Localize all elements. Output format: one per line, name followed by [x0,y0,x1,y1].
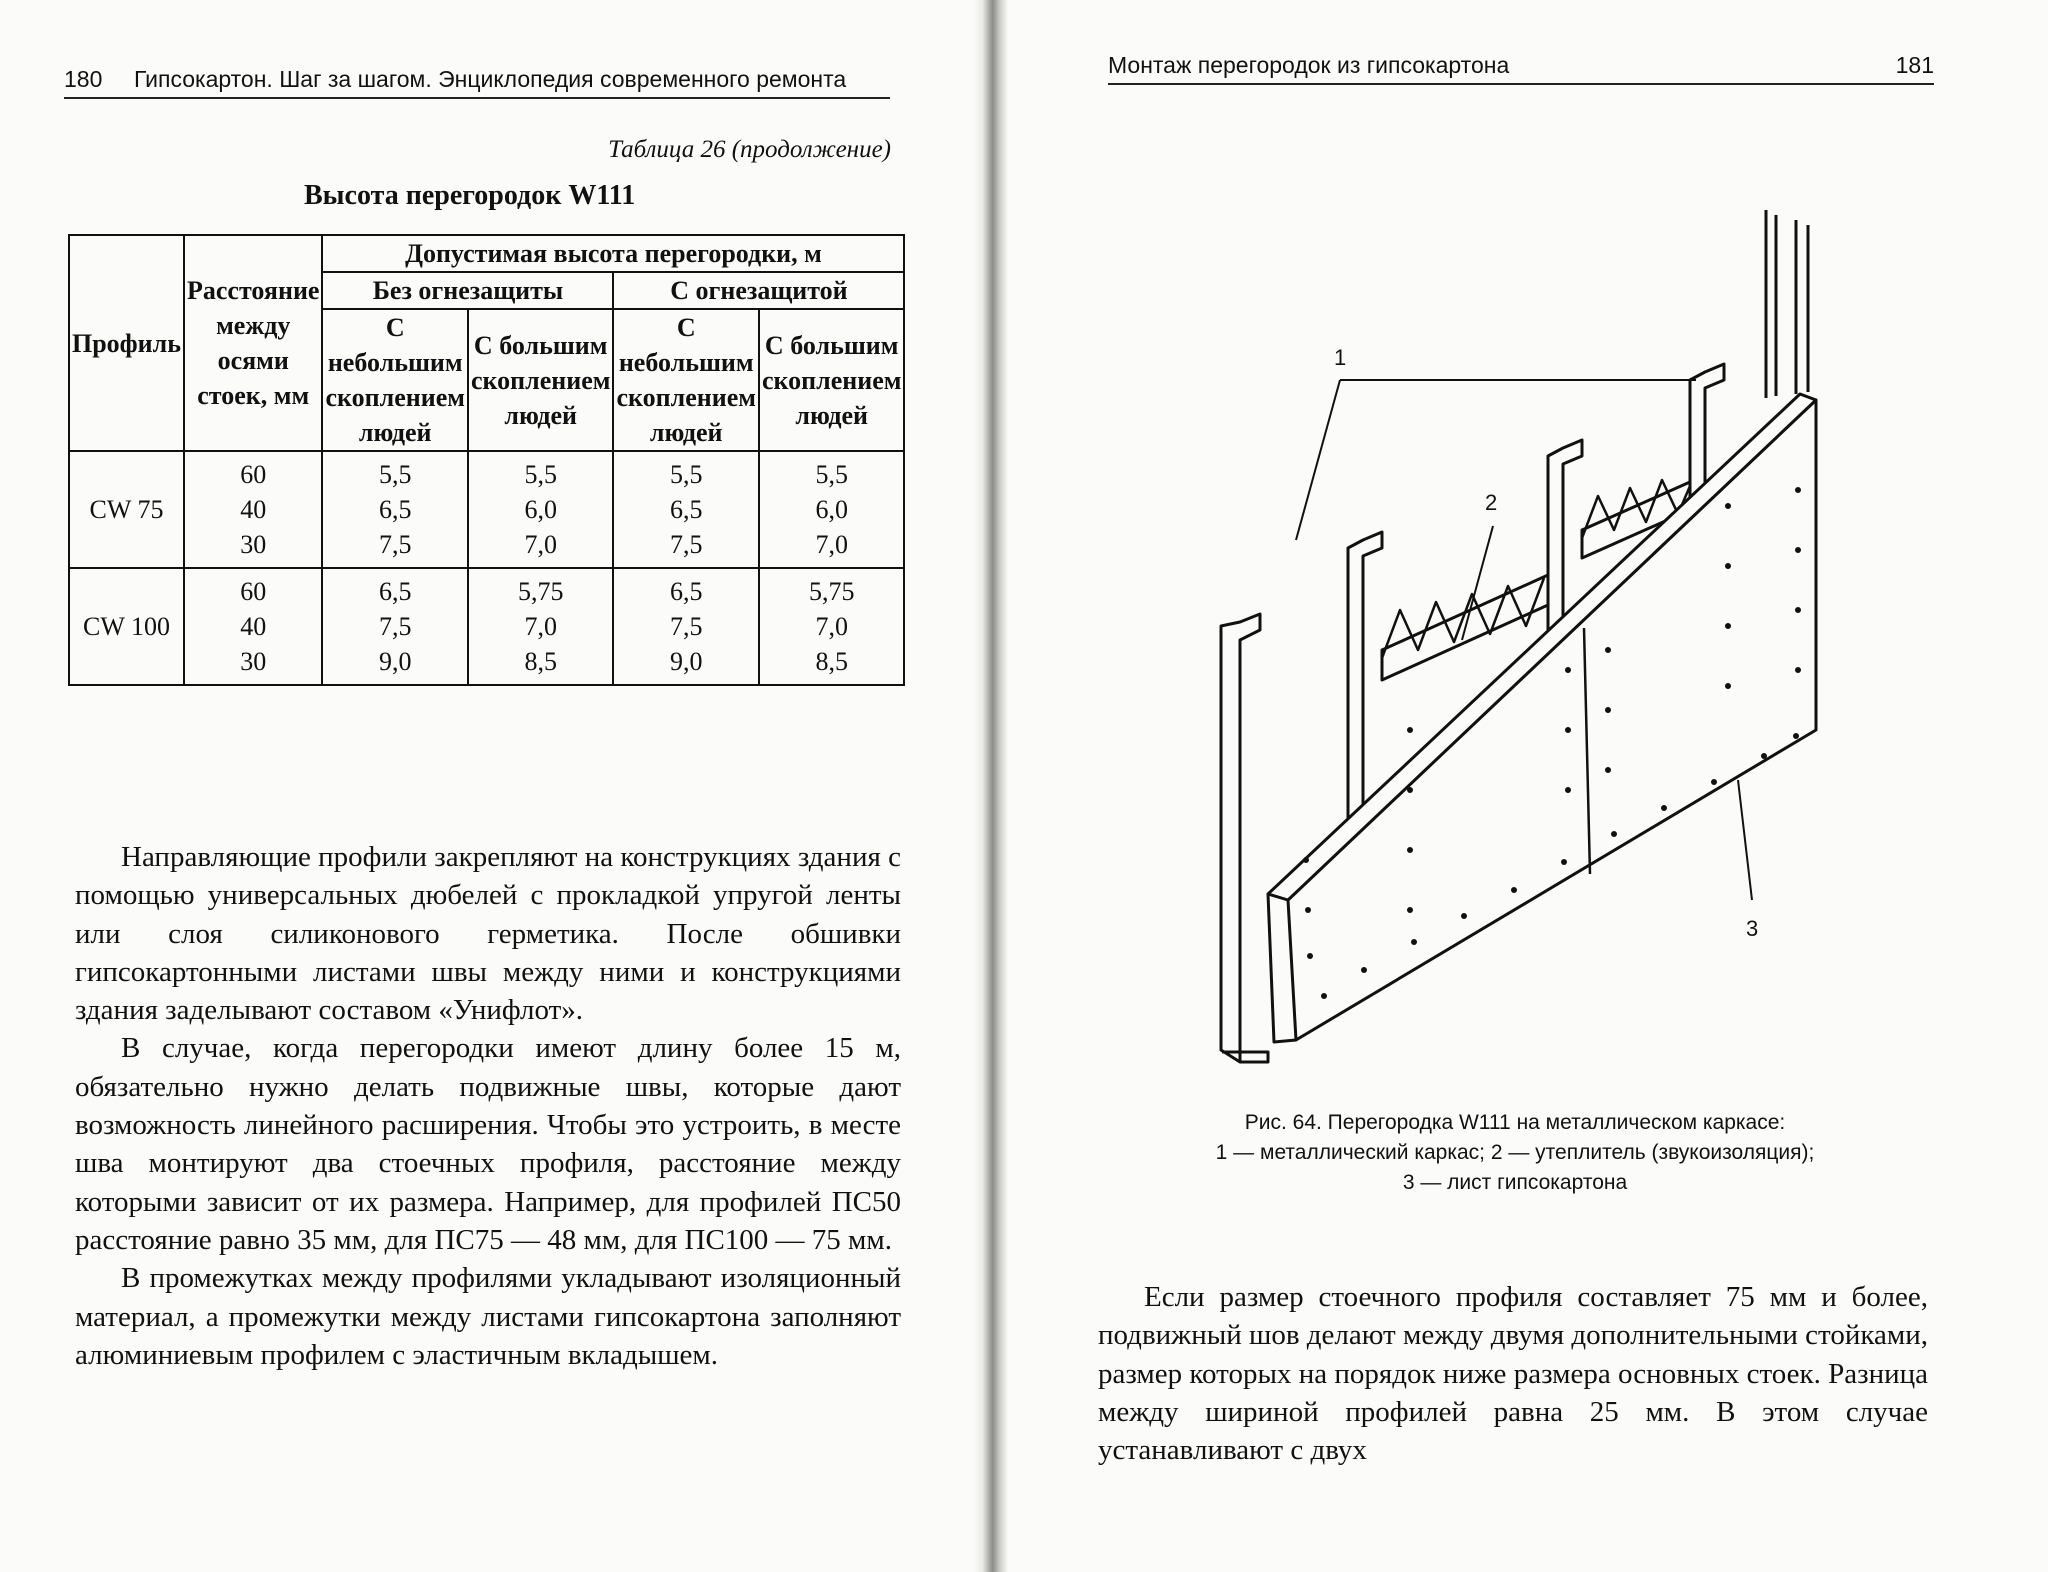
value: 8,5 [815,647,848,676]
no-fire-small-cell [322,568,468,685]
value: 7,5 [378,530,412,559]
caption-line: Рис. 64. Перегородка W111 на металлическом каркасе: [1244,1111,1786,1134]
distance-cell [184,451,322,568]
value: 5,5 [524,460,557,489]
value: 60 [240,460,267,489]
no-fire-large-cell [468,451,614,568]
table-body [69,451,904,685]
header-with-fire: С огнезащитой [613,272,904,309]
header-large-crowd: С большим скоплением людей [759,309,905,451]
table-row [69,568,904,685]
value: 6,0 [524,495,557,524]
header-large-crowd: С большим скоплением людей [468,309,614,451]
header-distance: Расстояние между осями стоек, мм [184,235,322,451]
right-body-text [1098,1278,1928,1469]
fire-large-cell [759,568,905,685]
right-running-header [1108,52,1934,85]
value: 7,5 [378,612,412,641]
header-allowed-height: Допустимая высота перегородки, м [322,235,904,272]
value: 5,75 [808,577,855,606]
value: 30 [240,647,267,676]
paragraph: В промежутках между профилями укладывают изоляционный материал, а промежутки между листами гипсокартона заполняют алюминиевым профилем с эластичным вкладышем. [75,1262,901,1371]
figure-label-1: 1 [1334,345,1347,370]
value: 7,0 [524,612,557,641]
page-number-left: 180 [64,66,103,92]
figure-caption [1100,1108,1930,1198]
fire-small-cell [613,568,759,685]
value: 7,5 [669,612,703,641]
caption-line: 1 — металлический каркас; 2 — утеплитель (звукоизоляция); [1215,1141,1815,1164]
bottom-track [1222,1052,1268,1062]
value: 9,0 [669,647,703,676]
left-running-header [64,66,890,99]
value: 7,5 [669,530,703,559]
heights-table [68,234,905,686]
value: 9,0 [378,647,412,676]
value: 6,5 [378,495,412,524]
left-page [0,0,974,1572]
paragraph: В случае, когда перегородки имеют длину более 15 м, обязательно нужно делать подвижные швы, которые дают возможность линейного расширения. Чтобы это устроить, в месте шва монтируют два стоечных профиля, расстояние между которыми зависит от их размера. Например, для профилей ПС50 расстояние равно 35 мм, для ПС75 — 48 мм, для ПС100 — 75 мм. [75,1032,901,1256]
no-fire-small-cell [322,451,468,568]
leader-line-3 [1738,780,1752,900]
fire-small-cell [613,451,759,568]
profile-cell: CW 100 [69,568,184,685]
header-small-crowd: С небольшим скоплением людей [322,309,468,451]
figure-label-2: 2 [1485,490,1498,515]
paragraph: Направляющие профили закрепляют на конструкциях здания с помощью универсальных дюбелей с прокладкой упругой ленты или слоя силиконового герметика. После обшивки гипсокартонными листами швы между ними и конструкциями здания заделывают составом «Унифлот». [75,841,901,1027]
value: 6,0 [815,495,848,524]
value: 6,5 [378,577,412,606]
no-fire-large-cell [468,568,614,685]
value: 5,5 [815,460,848,489]
header-profile: Профиль [69,235,184,451]
value: 6,5 [669,495,703,524]
value: 5,5 [378,460,412,489]
value: 60 [240,577,267,606]
leader-line-1 [1296,380,1340,540]
table-row [69,451,904,568]
left-body-text [75,838,901,1374]
running-title-left: Гипсокартон. Шаг за шагом. Энциклопедия современного ремонта [134,66,847,92]
value: 7,0 [815,612,848,641]
value: 5,75 [517,577,564,606]
value: 40 [240,612,267,641]
figure-label-3: 3 [1746,916,1759,941]
header-small-crowd: С небольшим скоплением людей [613,309,759,451]
value: 8,5 [524,647,557,676]
paragraph: Если размер стоечного профиля составляет 75 мм и более, подвижный шов делают между двумя дополнительными стойками, размер которых на порядок ниже размера основных стоек. Разница между шириной профилей равна 25 мм. В этом случае устанавливают с двух [1098,1281,1928,1467]
table-caption: Таблица 26 (продолжение) [608,136,891,163]
page-number-right: 181 [1895,52,1934,78]
partition-drawing [1188,210,1908,1090]
value: 7,0 [524,530,557,559]
profile-cell: CW 75 [69,451,184,568]
value: 6,5 [669,577,703,606]
running-title-right: Монтаж перегородок из гипсокартона [1108,52,1510,78]
value: 5,5 [669,460,703,489]
value: 40 [240,495,267,524]
fire-large-cell [759,451,905,568]
value: 30 [240,530,267,559]
leader-line-2 [1462,526,1493,640]
table-title: Высота перегородок W111 [304,180,636,211]
distance-cell [184,568,322,685]
header-no-fire: Без огнезащиты [322,272,613,309]
book-spine [974,0,1008,1572]
caption-line: 3 — лист гипсокартона [1402,1171,1628,1194]
partition-figure [1188,210,1908,1090]
value: 7,0 [815,530,848,559]
